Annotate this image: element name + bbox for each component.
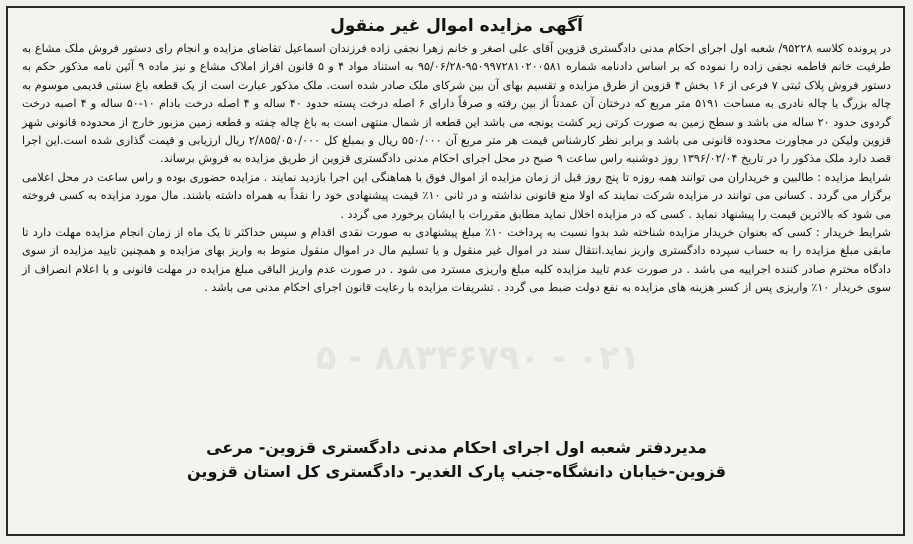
- signature-office: مدیردفتر شعبه اول اجرای احکام مدنی دادگستری قزوین- مرعی: [206, 438, 707, 457]
- notice-body: [22, 12, 891, 298]
- auction-conditions: شرایط مزایده : طالبین و خریداران می توانند همه روزه تا پنج روز قبل از زمان مزایده از اموال فوق با هماهنگی این اجرا بازدید نمایند . مزایده حضوری بوده و راس ساعت در محل اعلامی برگزار می گردد . کسانی می توانند در مزایده شرکت نمایند که اولا منع قانونی نداشته و در ثانی ۱۰٪ قیمت پیشنهادی خود را نقداً به همراه داشته باشند. مال مورد مزایده به کسی فروخته می شود که بالاترین قیمت را پیشنهاد نماید . کسی که در مزایده اخلال نماید مطابق مقررات با ایشان برخورد می گردد .: [22, 170, 891, 221]
- notice-paragraph-main: در پرونده کلاسه ۹۵۲۲۸/ شعبه اول اجرای احکام مدنی دادگستری قزوین آقای علی اصغر و خانم زهرا نجفی زاده فرزندان اسماعیل تقاضای مزایده و انجام رای دستور فروش ملک مشاع به طرفیت خانم فاطمه نجفی زاده را نموده که بر اساس دادنامه شماره ۹۵۰۹۹۷۲۸۱۰۲۰۰۵۸۱-۹۵/۰۶/۲۸ به استناد مواد ۴ و ۵ قانون افراز املاک مشاع و نیز ماده ۹ آئین نامه مذکور حکم به دستور فروش پلاک ثبتی ۷ فرعی از ۱۶ بخش ۴ قزوین از طرق مزایده و تقسیم بهای آن بین شرکای ملک صادر شده است. ملک مذکور عبارت است از یک قطعه باغ سنتی قدیمی موسوم به چاله بزرگ یا چاله نادری به مساحت ۵۱۹۱ متر مربع که درختان آن عمدتاً از بین رفته و صرفاً دارای ۶ اصله درخت پسته حدود ۴۰ ساله و ۴ اصله درخت بادام ۱۰-۵۰ ساله و ۴ اصبه درخت گردوی حدود ۲۰ ساله می باشد و سطح زمین به صورت کرتی زیر کشت یونجه می باشد این قطعه از شمال منتهی است به باغ چاله چفته و قطعه زمین مزبور خارج از محدوده قانونی شهر قزوین ولیکن در مجاورت محدوده قانونی می باشد و برابر نظر کارشناس قیمت هر متر مربع آن ۵۵۰/۰۰۰ ریال و بمبلغ کل ۲/۸۵۵/۰۵۰/۰۰۰ ریال ارزیابی و قیمت گذاری شده است.این اجرا قصد دارد ملک مذکور را در تاریخ ۱۳۹۶/۰۲/۰۴ روز دوشنبه راس ساعت ۹ صبح در محل اجرای احکام مدنی دادگستری قزوین از طریق مزایده به فروش برساند.: [22, 42, 892, 166]
- notice-title: آگهی مزایده اموال غیر منقول: [330, 16, 583, 36]
- watermark-phone: ۰۲۱ - ۸۸۳۴۶۷۹۰ - ۵: [315, 338, 641, 378]
- signature-address: قزوین-خیابان دانشگاه-جنب پارک الغدیر- دادگستری کل استان قزوین: [187, 462, 726, 481]
- notice-frame: [6, 6, 905, 536]
- buyer-conditions: شرایط خریدار : کسی که بعنوان خریدار مزایده شناخته شد بدوا نسبت به پرداخت ۱۰٪ مبلغ پیشنهادی به صورت نقدی اقدام و سپس حداکثر تا یک ماه از زمان انجام مزایده مهلت دارد تا مابقی مبلغ مزایده را به حساب سپرده دادگستری واریز نماید.انتقال سند در اموال غیر منقول و یا تسلیم مال در اموال منقول منوط به واریز بهای مزایده و همچنین تایید مزایده از سوی دادگاه محترم صادر کننده اجراییه می باشد . در صورت عدم تایید مزایده کلیه مبلغ واریزی مسترد می شود . در صورت عدم واریز الباقی مبلغ مزایده در مهلت قانونی و یا اعلام انصراف از سوی خریدار ۱۰٪ واریزی پس از کسر هزینه های مزایده به نفع دولت ضبط می گردد . تشریفات مزایده با رعایت قانون اجرای احکام مدنی می باشد .: [22, 226, 891, 295]
- notice-signature: [22, 436, 891, 484]
